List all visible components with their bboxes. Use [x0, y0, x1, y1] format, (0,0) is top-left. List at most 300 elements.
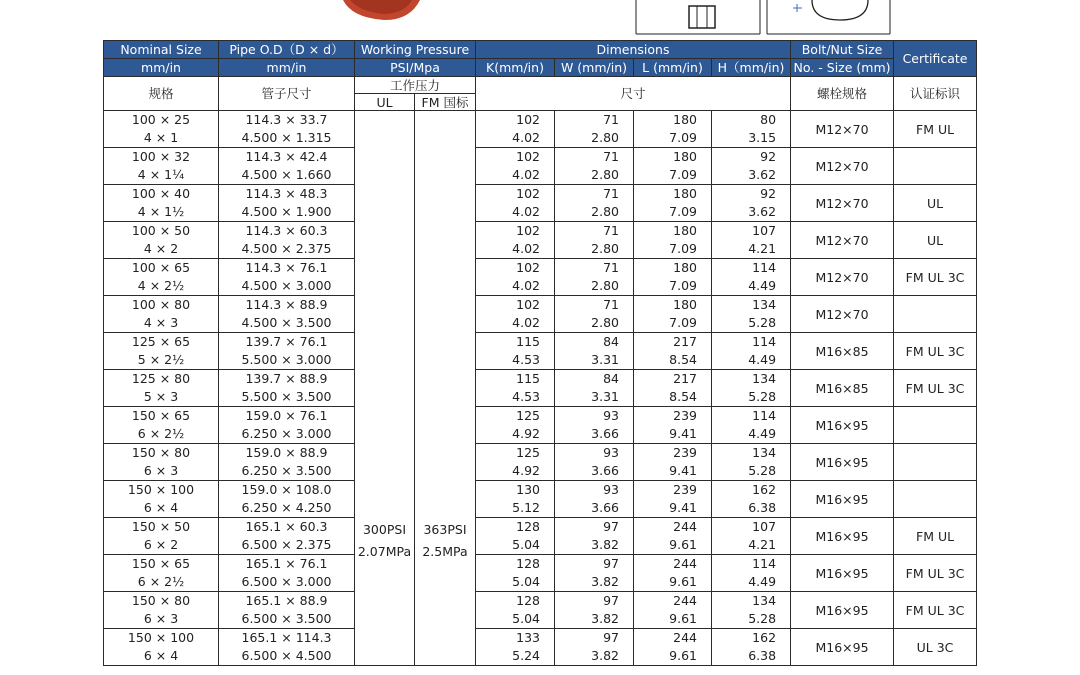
h-cell-metric: 114	[752, 260, 777, 275]
nominal-size-cell	[104, 333, 219, 370]
pipe-od-cell-metric: 159.0 × 76.1	[245, 408, 328, 423]
nominal-size-cell	[104, 370, 219, 407]
zh-fm-header: FM 国标	[415, 94, 476, 111]
certificate-cell	[894, 481, 977, 518]
k-cell	[476, 148, 555, 185]
k-cell	[476, 185, 555, 222]
l-cell	[634, 333, 712, 370]
certificate-cell	[894, 148, 977, 185]
zh-bolt-header: 螺栓规格	[791, 77, 894, 111]
k-cell-metric: 102	[516, 260, 540, 275]
l-cell-metric: 217	[673, 371, 697, 386]
pipe-od-cell-metric: 159.0 × 88.9	[245, 445, 328, 460]
w-cell	[555, 629, 634, 666]
h-cell	[712, 185, 791, 222]
w-header: W (mm/in)	[555, 59, 634, 77]
fm-pressure-mpa: 2.5MPa	[422, 543, 468, 559]
l-cell-metric: 180	[673, 223, 697, 238]
nominal-size-cell-imperial: 6 × 2½	[137, 574, 185, 589]
ul-pressure-cell	[355, 111, 415, 666]
pipe-od-cell-metric: 165.1 × 76.1	[245, 556, 328, 571]
pipe-od-cell-metric: 114.3 × 42.4	[245, 149, 328, 164]
h-cell-imperial: 4.49	[748, 352, 777, 367]
k-cell-metric: 102	[516, 112, 540, 127]
table-row	[104, 259, 977, 296]
k-cell-metric: 125	[516, 445, 540, 460]
h-cell-imperial: 5.28	[748, 463, 777, 478]
nominal-size-cell-metric: 100 × 80	[131, 297, 191, 312]
front-view-drawing	[636, 0, 760, 34]
h-cell-imperial: 4.49	[748, 426, 777, 441]
nominal-size-cell	[104, 185, 219, 222]
bolt-cell: M16×95	[791, 518, 894, 555]
certificate-cell: UL 3C	[894, 629, 977, 666]
h-cell-metric: 114	[752, 334, 777, 349]
table-row	[104, 555, 977, 592]
l-cell-imperial: 9.41	[669, 463, 697, 478]
h-cell-metric: 162	[752, 630, 777, 645]
pipe-od-cell	[219, 296, 355, 333]
l-cell-metric: 217	[673, 334, 697, 349]
table-row	[104, 111, 977, 148]
w-cell-imperial: 3.66	[591, 463, 619, 478]
fm-pressure-cell	[415, 111, 476, 666]
certificate-cell	[894, 296, 977, 333]
table-row	[104, 370, 977, 407]
w-cell-metric: 93	[603, 408, 619, 423]
nominal-size-cell-imperial: 4 × 1½	[137, 204, 185, 219]
h-cell-metric: 134	[752, 371, 777, 386]
w-cell-metric: 71	[603, 186, 619, 201]
pipe-od-cell-metric: 165.1 × 60.3	[245, 519, 328, 534]
bolt-unit-header: No. - Size (mm)	[791, 59, 894, 77]
nominal-size-cell-imperial: 6 × 4	[143, 500, 179, 515]
k-cell-imperial: 4.53	[512, 389, 540, 404]
k-cell-metric: 128	[516, 593, 540, 608]
k-cell	[476, 629, 555, 666]
certificate-cell: FM UL 3C	[894, 259, 977, 296]
h-cell	[712, 481, 791, 518]
h-cell-imperial: 4.49	[748, 574, 777, 589]
l-cell	[634, 592, 712, 629]
w-cell-metric: 97	[603, 519, 619, 534]
w-cell-imperial: 2.80	[591, 278, 619, 293]
pipe-od-cell-imperial: 6.250 × 3.500	[241, 463, 332, 478]
nominal-size-cell-imperial: 6 × 2	[143, 537, 179, 552]
k-cell	[476, 481, 555, 518]
k-cell	[476, 111, 555, 148]
w-cell-imperial: 3.66	[591, 500, 619, 515]
l-cell-metric: 180	[673, 260, 697, 275]
certificate-cell: FM UL 3C	[894, 592, 977, 629]
k-cell	[476, 518, 555, 555]
l-cell-metric: 180	[673, 186, 697, 201]
pipe-od-cell-imperial: 4.500 × 1.660	[241, 167, 332, 182]
l-cell-metric: 180	[673, 297, 697, 312]
w-cell-imperial: 3.82	[591, 574, 619, 589]
pipe-od-cell-metric: 165.1 × 88.9	[245, 593, 328, 608]
k-header: K(mm/in)	[476, 59, 555, 77]
k-cell-metric: 115	[516, 371, 540, 386]
nominal-size-cell-metric: 150 × 50	[131, 519, 191, 534]
l-cell	[634, 481, 712, 518]
table-row	[104, 148, 977, 185]
bolt-cell: M12×70	[791, 111, 894, 148]
h-cell-metric: 114	[752, 556, 777, 571]
l-cell-metric: 244	[673, 519, 697, 534]
bolt-cell: M16×95	[791, 629, 894, 666]
pipe-od-cell-imperial: 6.500 × 2.375	[241, 537, 332, 552]
bolt-cell: M12×70	[791, 185, 894, 222]
pipe-od-cell	[219, 259, 355, 296]
table-row	[104, 629, 977, 666]
w-cell-metric: 97	[603, 593, 619, 608]
nominal-size-cell-imperial: 5 × 2½	[137, 352, 185, 367]
w-cell-metric: 93	[603, 445, 619, 460]
pipe-od-cell-imperial: 4.500 × 3.500	[241, 315, 332, 330]
w-cell	[555, 370, 634, 407]
k-cell	[476, 555, 555, 592]
nominal-size-cell-metric: 100 × 50	[131, 223, 191, 238]
w-cell	[555, 555, 634, 592]
nominal-size-cell	[104, 444, 219, 481]
h-cell-metric: 134	[752, 297, 777, 312]
h-cell-metric: 92	[760, 186, 777, 201]
k-cell-metric: 102	[516, 149, 540, 164]
pipe-od-cell-imperial: 4.500 × 1.900	[241, 204, 332, 219]
pipe-od-cell-imperial: 4.500 × 1.315	[241, 130, 332, 145]
w-cell-metric: 71	[603, 223, 619, 238]
nominal-size-cell	[104, 407, 219, 444]
w-cell-imperial: 3.82	[591, 537, 619, 552]
h-cell-metric: 134	[752, 445, 777, 460]
k-cell	[476, 259, 555, 296]
h-cell-imperial: 4.49	[748, 278, 777, 293]
pipe-od-cell-metric: 114.3 × 33.7	[245, 112, 328, 127]
l-cell-metric: 180	[673, 112, 697, 127]
nominal-size-cell	[104, 259, 219, 296]
table-row	[104, 407, 977, 444]
l-cell-imperial: 9.61	[669, 611, 697, 626]
table-row	[104, 444, 977, 481]
l-cell	[634, 111, 712, 148]
pipe-od-cell	[219, 185, 355, 222]
w-cell-imperial: 2.80	[591, 241, 619, 256]
nominal-size-cell-imperial: 5 × 3	[143, 389, 179, 404]
pipe-od-cell-imperial: 6.500 × 3.500	[241, 611, 332, 626]
bolt-cell: M16×95	[791, 555, 894, 592]
w-cell-imperial: 3.31	[591, 389, 619, 404]
nominal-size-cell-imperial: 6 × 4	[143, 648, 179, 663]
k-cell-metric: 133	[516, 630, 540, 645]
l-cell-metric: 244	[673, 593, 697, 608]
l-cell-imperial: 7.09	[669, 315, 697, 330]
h-cell-imperial: 3.15	[748, 130, 777, 145]
h-cell	[712, 518, 791, 555]
certificate-cell	[894, 407, 977, 444]
l-cell-imperial: 8.54	[669, 389, 697, 404]
certificate-cell: FM UL	[894, 518, 977, 555]
nominal-size-cell	[104, 518, 219, 555]
h-cell-metric: 80	[760, 112, 777, 127]
h-cell	[712, 148, 791, 185]
pipe-od-cell-metric: 159.0 × 108.0	[241, 482, 332, 497]
l-cell-imperial: 7.09	[669, 278, 697, 293]
h-cell	[712, 333, 791, 370]
table-row	[104, 481, 977, 518]
nominal-size-cell	[104, 629, 219, 666]
nominal-size-cell-imperial: 4 × 2½	[137, 278, 185, 293]
l-cell-imperial: 7.09	[669, 241, 697, 256]
pipe-od-cell-imperial: 6.250 × 4.250	[241, 500, 332, 515]
k-cell	[476, 370, 555, 407]
l-cell	[634, 629, 712, 666]
l-cell	[634, 222, 712, 259]
bolt-cell: M16×95	[791, 481, 894, 518]
k-cell-imperial: 4.53	[512, 352, 540, 367]
nominal-size-cell-imperial: 6 × 3	[143, 463, 179, 478]
w-cell-imperial: 3.82	[591, 648, 619, 663]
nominal-size-cell-metric: 150 × 80	[131, 593, 191, 608]
k-cell	[476, 444, 555, 481]
nominal-size-cell-metric: 150 × 100	[127, 630, 195, 645]
w-cell-metric: 71	[603, 260, 619, 275]
h-cell-imperial: 5.28	[748, 315, 777, 330]
h-cell-imperial: 3.62	[748, 167, 777, 182]
l-cell	[634, 370, 712, 407]
k-cell-metric: 130	[516, 482, 540, 497]
l-cell-metric: 244	[673, 630, 697, 645]
pipe-od-cell	[219, 148, 355, 185]
l-cell-imperial: 9.61	[669, 648, 697, 663]
table-row	[104, 333, 977, 370]
l-cell-imperial: 9.41	[669, 500, 697, 515]
bolt-cell: M12×70	[791, 259, 894, 296]
w-cell-imperial: 3.31	[591, 352, 619, 367]
pipe-od-unit-header: mm/in	[219, 59, 355, 77]
pipe-od-cell-metric: 165.1 × 114.3	[241, 630, 332, 645]
k-cell-imperial: 4.02	[512, 241, 540, 256]
k-cell-imperial: 4.92	[512, 426, 540, 441]
k-cell-metric: 102	[516, 297, 540, 312]
nominal-size-header: Nominal Size	[104, 41, 219, 59]
w-cell-metric: 84	[603, 334, 619, 349]
product-illustrations	[0, 0, 1080, 40]
h-cell-imperial: 4.21	[748, 241, 777, 256]
nominal-size-cell-metric: 150 × 65	[131, 408, 191, 423]
product-photo	[343, 0, 420, 20]
w-cell-metric: 93	[603, 482, 619, 497]
nominal-size-cell	[104, 148, 219, 185]
pipe-od-cell-imperial: 6.500 × 3.000	[241, 574, 332, 589]
w-cell-metric: 71	[603, 297, 619, 312]
l-cell	[634, 148, 712, 185]
pipe-od-cell-metric: 139.7 × 76.1	[245, 334, 328, 349]
h-cell	[712, 407, 791, 444]
bolt-cell: M16×85	[791, 333, 894, 370]
pipe-od-cell-imperial: 6.250 × 3.000	[241, 426, 332, 441]
l-cell-imperial: 8.54	[669, 352, 697, 367]
k-cell-imperial: 4.02	[512, 204, 540, 219]
certificate-cell: FM UL 3C	[894, 555, 977, 592]
nominal-size-cell-imperial: 4 × 1	[143, 130, 179, 145]
bolt-cell: M12×70	[791, 296, 894, 333]
l-cell	[634, 444, 712, 481]
pipe-od-cell	[219, 629, 355, 666]
certificate-header: Certificate	[894, 41, 977, 77]
zh-dims-header: 尺寸	[476, 77, 791, 111]
k-cell-imperial: 5.12	[512, 500, 540, 515]
h-cell-metric: 107	[752, 519, 777, 534]
pipe-od-cell-metric: 139.7 × 88.9	[245, 371, 328, 386]
bolt-cell: M12×70	[791, 148, 894, 185]
k-cell	[476, 222, 555, 259]
l-cell	[634, 555, 712, 592]
w-cell-metric: 71	[603, 112, 619, 127]
k-cell-imperial: 4.02	[512, 315, 540, 330]
table-row	[104, 185, 977, 222]
w-cell	[555, 481, 634, 518]
nominal-size-cell-imperial: 4 × 2	[143, 241, 179, 256]
zh-pressure-header: 工作压力	[355, 77, 476, 94]
w-cell	[555, 111, 634, 148]
l-cell-imperial: 9.61	[669, 537, 697, 552]
w-cell	[555, 148, 634, 185]
h-cell	[712, 259, 791, 296]
w-cell	[555, 518, 634, 555]
certificate-cell	[894, 444, 977, 481]
h-cell-metric: 162	[752, 482, 777, 497]
h-cell	[712, 592, 791, 629]
k-cell	[476, 592, 555, 629]
pipe-od-cell	[219, 481, 355, 518]
spec-table	[103, 40, 977, 666]
w-cell	[555, 407, 634, 444]
pipe-od-cell-imperial: 5.500 × 3.000	[241, 352, 332, 367]
pipe-od-cell-metric: 114.3 × 60.3	[245, 223, 328, 238]
k-cell-metric: 125	[516, 408, 540, 423]
h-cell	[712, 111, 791, 148]
nominal-size-cell-imperial: 6 × 3	[143, 611, 179, 626]
h-cell	[712, 296, 791, 333]
bolt-cell: M16×95	[791, 407, 894, 444]
dimensions-header: Dimensions	[476, 41, 791, 59]
bolt-cell: M16×85	[791, 370, 894, 407]
bolt-header: Bolt/Nut Size	[791, 41, 894, 59]
k-cell-metric: 102	[516, 223, 540, 238]
nominal-size-cell-metric: 100 × 40	[131, 186, 191, 201]
k-cell-imperial: 5.04	[512, 574, 540, 589]
pipe-od-cell	[219, 518, 355, 555]
nominal-size-cell-imperial: 6 × 2½	[137, 426, 185, 441]
k-cell-metric: 102	[516, 186, 540, 201]
k-cell-metric: 128	[516, 519, 540, 534]
l-cell	[634, 259, 712, 296]
k-cell-imperial: 4.02	[512, 130, 540, 145]
w-cell-metric: 71	[603, 149, 619, 164]
fm-pressure-psi: 363PSI	[423, 521, 467, 537]
w-cell-imperial: 3.82	[591, 611, 619, 626]
table-row	[104, 518, 977, 555]
certificate-cell: FM UL	[894, 111, 977, 148]
w-cell-imperial: 2.80	[591, 130, 619, 145]
pipe-od-cell	[219, 407, 355, 444]
k-cell-imperial: 5.04	[512, 611, 540, 626]
l-cell-imperial: 9.61	[669, 574, 697, 589]
w-cell-imperial: 2.80	[591, 167, 619, 182]
l-cell-metric: 239	[673, 482, 697, 497]
certificate-cell: UL	[894, 222, 977, 259]
l-cell-metric: 180	[673, 149, 697, 164]
pipe-od-cell	[219, 555, 355, 592]
k-cell-imperial: 5.24	[512, 648, 540, 663]
nominal-size-cell	[104, 222, 219, 259]
h-cell	[712, 222, 791, 259]
h-cell-metric: 107	[752, 223, 777, 238]
l-cell-metric: 239	[673, 445, 697, 460]
nominal-size-cell-imperial: 4 × 3	[143, 315, 179, 330]
pipe-od-cell-imperial: 5.500 × 3.500	[241, 389, 332, 404]
nominal-size-cell-metric: 150 × 65	[131, 556, 191, 571]
h-cell-metric: 134	[752, 593, 777, 608]
w-cell-metric: 97	[603, 630, 619, 645]
w-cell	[555, 259, 634, 296]
h-header: H（mm/in)	[712, 59, 791, 77]
l-cell	[634, 185, 712, 222]
nominal-size-cell-metric: 100 × 25	[131, 112, 191, 127]
pipe-od-cell	[219, 111, 355, 148]
w-cell	[555, 296, 634, 333]
h-cell-metric: 114	[752, 408, 777, 423]
nominal-size-cell-metric: 125 × 65	[131, 334, 191, 349]
l-cell-metric: 239	[673, 408, 697, 423]
table-row	[104, 296, 977, 333]
side-view-drawing	[767, 0, 890, 34]
ul-pressure-psi: 300PSI	[362, 521, 407, 537]
h-cell-imperial: 5.28	[748, 389, 777, 404]
nominal-size-cell-metric: 100 × 32	[131, 149, 191, 164]
h-cell	[712, 555, 791, 592]
nominal-size-cell-metric: 100 × 65	[131, 260, 191, 275]
zh-size-header: 规格	[104, 77, 219, 111]
nominal-size-cell	[104, 481, 219, 518]
nominal-size-cell-metric: 150 × 100	[127, 482, 195, 497]
w-cell-imperial: 2.80	[591, 204, 619, 219]
k-cell-metric: 128	[516, 556, 540, 571]
k-cell	[476, 407, 555, 444]
nominal-size-cell	[104, 592, 219, 629]
h-cell-imperial: 3.62	[748, 204, 777, 219]
nominal-size-cell-metric: 125 × 80	[131, 371, 191, 386]
bolt-cell: M16×95	[791, 592, 894, 629]
h-cell	[712, 444, 791, 481]
w-cell	[555, 592, 634, 629]
k-cell-imperial: 4.02	[512, 167, 540, 182]
h-cell-imperial: 5.28	[748, 611, 777, 626]
pipe-od-cell-metric: 114.3 × 88.9	[245, 297, 328, 312]
nominal-unit-header: mm/in	[104, 59, 219, 77]
pipe-od-cell-imperial: 4.500 × 3.000	[241, 278, 332, 293]
h-cell	[712, 370, 791, 407]
k-cell-metric: 115	[516, 334, 540, 349]
nominal-size-cell-metric: 150 × 80	[131, 445, 191, 460]
l-cell	[634, 407, 712, 444]
h-cell	[712, 629, 791, 666]
ul-pressure-mpa: 2.07MPa	[357, 543, 412, 559]
pipe-od-cell-imperial: 6.500 × 4.500	[241, 648, 332, 663]
w-cell	[555, 185, 634, 222]
nominal-size-cell	[104, 296, 219, 333]
